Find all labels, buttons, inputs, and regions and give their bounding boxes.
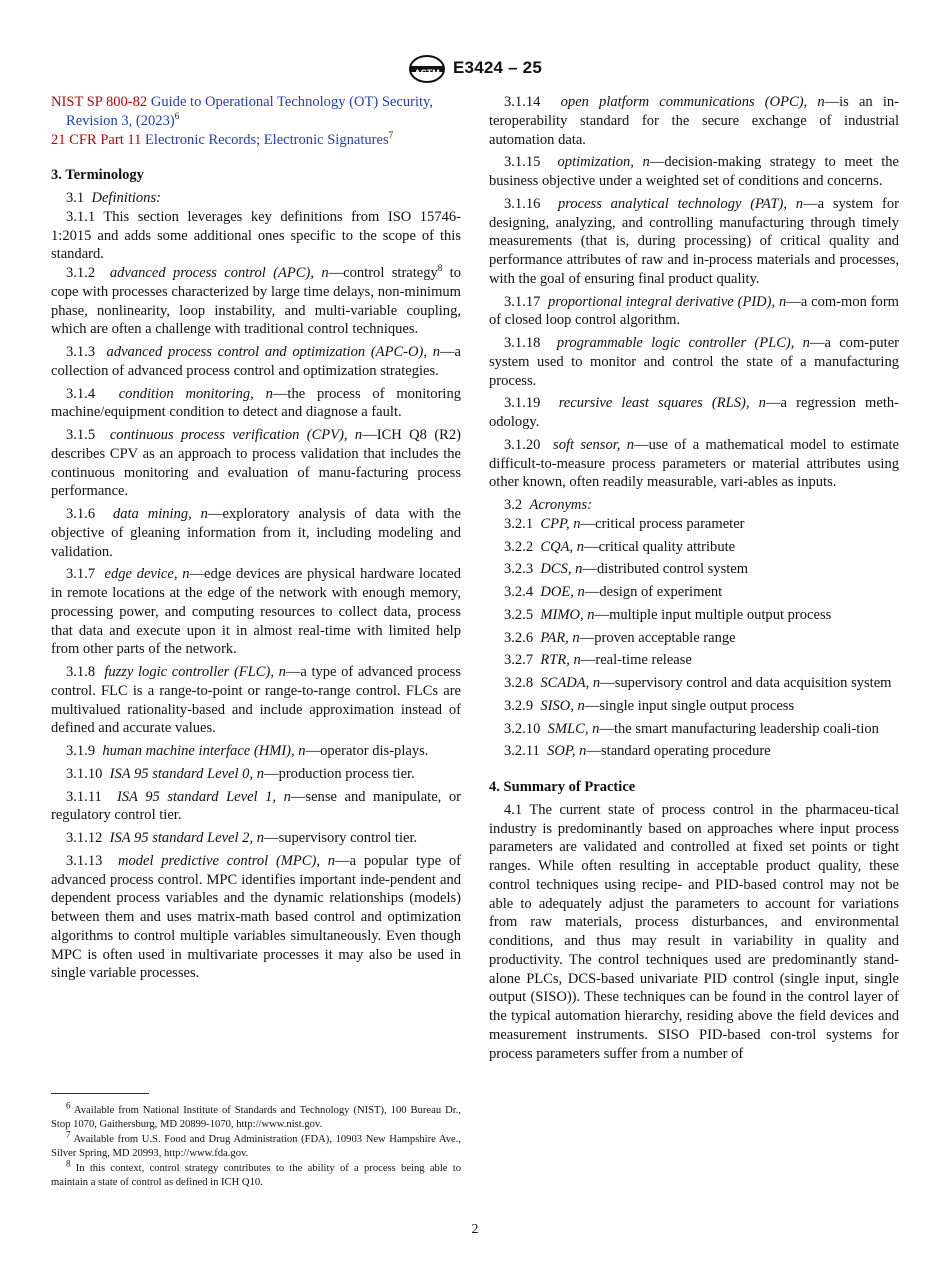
definition-3-1-18: 3.1.18 programmable logic controller (PLC), n—a com-puter system used to monitor and control the state of a manufacturing process.: [489, 335, 900, 389]
subsection-acronyms: 3.2 Acronyms:: [504, 497, 592, 513]
section-heading-terminology: 3. Terminology: [51, 167, 144, 184]
acronym-3-2-6: 3.2.6 PAR, n—proven acceptable range: [504, 629, 736, 646]
page-number: 2: [471, 1222, 479, 1237]
acronym-3-2-3: 3.2.3 DCS, n—distributed control system: [504, 561, 749, 578]
footnote-separator: [51, 1093, 149, 1094]
document-designation: E3424 – 25: [453, 58, 542, 77]
definition-3-1-3: 3.1.3 advanced process control and optimization (APC-O), n—a collection of advanced process control and optimization strategies.: [51, 344, 461, 379]
footnote-marker[interactable]: 6: [174, 110, 180, 121]
definition-3-1-8: 3.1.8 fuzzy logic controller (FLC), n—a type of advanced process control. FLC is a range-to-point or range-to-range control. FLCs are multivalued rationality-based and include approximation instead of defined and accurate values.: [51, 664, 461, 737]
definition-3-1-20: 3.1.20 soft sensor, n—use of a mathematical model to estimate difficult-to-measure process parameters or material attributes using other known, often readily measurable, vari-ables as inputs.: [489, 436, 900, 491]
right-column: [489, 93, 899, 1067]
acronym-3-2-9: 3.2.9 SISO, n—single input single output process: [504, 697, 795, 714]
definition-3-1-4: 3.1.4 condition monitoring, n—the process of monitoring machine/equipment condition to detect and diagnose a fault.: [51, 385, 461, 421]
definition-3-1-10: 3.1.10 ISA 95 standard Level 0, n—production process tier.: [66, 765, 415, 782]
definition-3-1-13: 3.1.13 model predictive control (MPC), n—a popular type of advanced process control. MPC identifies important inde-pendent and dependent process variables and the dynamic relationships (models) between them and uses matrix-math based control and optimization algorithms to control multiple variables simultaneously. Even though MPC is often used in multivariate processes it may also be used in single variable processes.: [51, 852, 461, 982]
acronym-3-2-2: 3.2.2 CQA, n—critical quality attribute: [504, 538, 736, 555]
acronym-3-2-1: 3.2.1 CPP, n—critical process parameter: [504, 515, 745, 532]
acronym-3-2-4: 3.2.4 DOE, n—design of experiment: [504, 584, 723, 600]
reference-cfr: [51, 131, 461, 150]
footnote-8: $^8$ In this context, control strategy contributes to the ability of a process being able to maintain a state of control as defined in ICH Q10.: [51, 1158, 461, 1189]
acronym-3-2-5: 3.2.5 MIMO, n—multiple input multiple output process: [504, 606, 832, 623]
left-column: [51, 93, 461, 987]
definition-3-1-19: 3.1.19 recursive least squares (RLS), n—a regression meth-odology.: [489, 395, 899, 430]
subsection-definitions: 3.1 Definitions:: [66, 190, 161, 206]
definition-3-1-11: 3.1.11 ISA 95 standard Level 1, n—sense and manipulate, or regulatory control tier.: [51, 788, 461, 824]
reference-nist: [51, 93, 461, 131]
definition-3-1-16: 3.1.16 process analytical technology (PAT), n—a system for designing, analyzing, and controlling manufacturing through timely measurements (that is, during processing) of critical quality and performance attributes of raw and in-process materials and processes, with the goal of ensuring final product quality.: [489, 195, 899, 287]
footnote-7: $^7$ Available from U.S. Food and Drug Administration (FDA), 10903 New Hampshire Ave., Silver Spring, MD 20993, http://www.fda.gov.: [51, 1129, 461, 1160]
definition-3-1-2: 3.1.2 advanced process control (APC), n—control strategy$^8$ to cope with processes characterized by large time delays, non-minimum phase, nonlinearity, loop instability, and multi-variable coupling, which are often a challenge with traditional control techniques.: [51, 263, 461, 338]
definition-3-1-15: 3.1.15 optimization, n—decision-making strategy to meet the business objective under a weighted set of conditions and concerns.: [489, 154, 899, 189]
astm-logo-icon: [408, 54, 446, 84]
section-heading-summary: 4. Summary of Practice: [489, 779, 636, 795]
footnote-6: $^6$ Available from National Institute of Standards and Technology (NIST), 100 Bureau Dr., Stop 1070, Gaithersburg, MD 20899-1070, http://www.nist.gov.: [51, 1100, 461, 1131]
definition-3-1-17: 3.1.17 proportional integral derivative (PID), n—a com-mon form of closed loop control algorithm.: [489, 293, 899, 329]
acronym-3-2-8: 3.2.8 SCADA, n—supervisory control and data acquisition system: [504, 675, 892, 691]
footnote-marker[interactable]: 8: [437, 263, 443, 274]
reference-title-link[interactable]: Electronic Records; Electronic Signatures: [145, 131, 389, 148]
acronym-3-2-10: 3.2.10 SMLC, n—the smart manufacturing leadership coali-tion: [504, 720, 879, 737]
definition-3-1-5: 3.1.5 continuous process verification (CPV), n—ICH Q8 (R2) describes CPV as an approach to process validation that includes the continuous monitoring and evaluation of manu-facturing process performance.: [51, 427, 461, 500]
reference-code-link[interactable]: 21 CFR Part 11: [51, 131, 142, 148]
definition-3-1-12: 3.1.12 ISA 95 standard Level 2, n—supervisory control tier.: [66, 830, 418, 846]
svg-text:ASTM: ASTM: [414, 68, 440, 78]
acronym-3-2-7: 3.2.7 RTR, n—real-time release: [504, 652, 692, 669]
footnotes: [51, 1100, 461, 1190]
paragraph-4-1: 4.1 The current state of process control in the pharmaceu-tical industry is predominantly based on approaches where input process parameters are validated and controlled at fixed set points or tight ranges. While often resulting in acceptable product quality, these control techniques using recipe- and PID-based control may not be able to adequately adjust the parameters to account for variations from raw materials, process disturbances, and environmental conditions, and thus may result in variability in quality and productivity. The control techniques used are predominantly stand-alone PLCs, DCS-based univariate PID control (single input, single output (SISO)). These techniques can be found in the control layer of the typical automation hierarchy, residing above the field devices and measurement instruments. SISO PID-based con-trol systems for process parameters suffer from a number of: [489, 801, 900, 1062]
definition-3-1-7: 3.1.7 edge device, n—edge devices are physical hardware located in remote locations at the edge of the network with enough memory, processing power, and computing resources to collect data, process that data and execute upon it in almost real-time with limited help from other parts of the network.: [51, 566, 461, 658]
definition-3-1-6: 3.1.6 data mining, n—exploratory analysis of data with the objective of gleaning information from it, including modeling and validation.: [51, 506, 461, 560]
reference-code-link[interactable]: NIST SP 800-82: [51, 94, 148, 110]
definition-3-1-14: 3.1.14 open platform communications (OPC), n—is an in-teroperability standard for the secure exchange of industrial automation data.: [489, 94, 899, 148]
definition-3-1-9: 3.1.9 human machine interface (HMI), n—operator dis-plays.: [66, 743, 429, 759]
page-header: [0, 54, 950, 84]
reference-title-link[interactable]: Guide to Operational Technology (OT) Security, Revision 3, (2023): [66, 94, 434, 129]
footnote-marker[interactable]: 7: [388, 129, 394, 140]
acronym-3-2-11: 3.2.11 SOP, n—standard operating procedure: [504, 743, 771, 760]
definition-3-1-1: 3.1.1 This section leverages key definitions from ISO 15746-1:2015 and adds some additional ones specific to the scope of this standard.: [51, 208, 461, 263]
